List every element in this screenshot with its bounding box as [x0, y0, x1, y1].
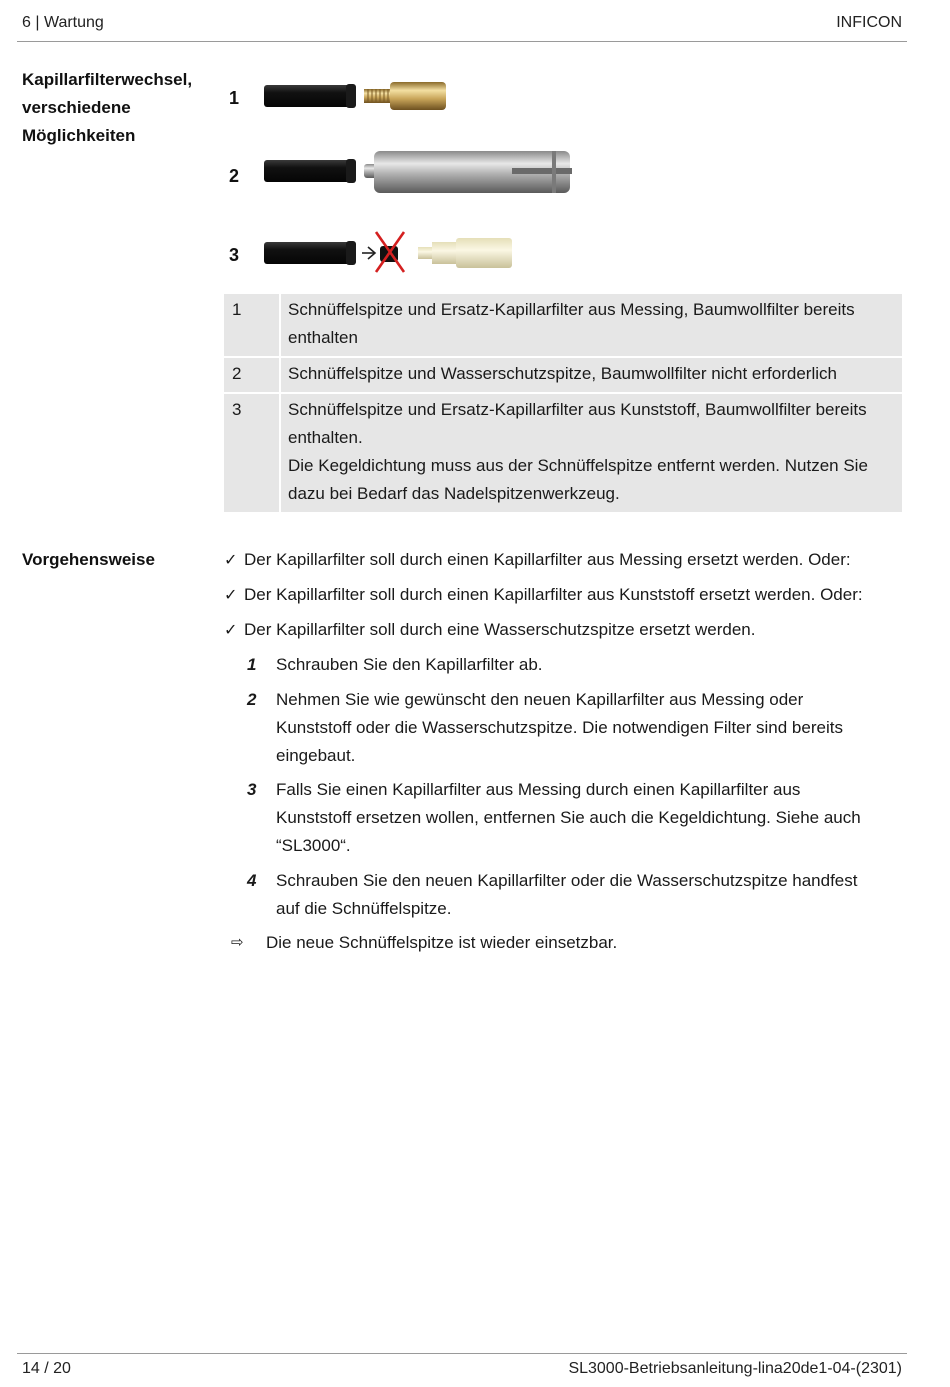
figure-number: 3 — [229, 245, 240, 265]
step-number: 4 — [247, 871, 257, 890]
header-rule — [17, 41, 907, 42]
step-text — [276, 776, 861, 860]
legend-text — [280, 357, 902, 393]
step-text — [276, 686, 843, 770]
prerequisite-item: Der Kapillarfilter soll durch einen Kapillarfilter aus Kunststoff ersetzt werden. Oder: — [244, 585, 863, 604]
section-title-line: verschiedene — [22, 98, 131, 117]
table-row — [224, 393, 902, 513]
plastic-capillary-filter-image — [262, 228, 522, 274]
step-line: Kunststoff oder die Wasserschutzspitze. Die notwendigen Filter sind bereits — [276, 718, 843, 737]
step-text — [276, 651, 543, 679]
legend-line: Die Kegeldichtung muss aus der Schnüffelspitze entfernt werden. Nutzen Sie — [288, 456, 868, 475]
brass-capillary-filter-image — [262, 78, 452, 118]
section-title-line: Möglichkeiten — [22, 126, 136, 145]
legend-line: Schnüffelspitze und Wasserschutzspitze, Baumwollfilter nicht erforderlich — [288, 364, 837, 383]
result-text: Die neue Schnüffelspitze ist wieder einsetzbar. — [266, 933, 618, 952]
step-line: “SL3000“. — [276, 836, 351, 855]
section-title-capillary-filter — [22, 66, 192, 150]
figure-legend-table — [224, 294, 902, 514]
step-number: 2 — [247, 690, 257, 709]
legend-number: 1 — [224, 294, 280, 357]
figure-number: 2 — [229, 166, 240, 186]
step-line: Nehmen Sie wie gewünscht den neuen Kapillarfilter aus Messing oder — [276, 690, 804, 709]
water-protection-tip-image — [262, 148, 572, 196]
legend-number: 2 — [224, 357, 280, 393]
page-number: 14 / 20 — [22, 1360, 71, 1377]
prerequisite-item: Der Kapillarfilter soll durch einen Kapillarfilter aus Messing ersetzt werden. Oder: — [244, 550, 851, 569]
legend-text — [280, 393, 902, 513]
step-line: Schrauben Sie den Kapillarfilter ab. — [276, 655, 543, 674]
section-title-procedure: Vorgehensweise — [22, 550, 155, 569]
step-line: eingebaut. — [276, 746, 356, 765]
brand-name: INFICON — [836, 14, 902, 31]
step-line: auf die Schnüffelspitze. — [276, 899, 452, 918]
legend-line: Schnüffelspitze und Ersatz-Kapillarfilter aus Kunststoff, Baumwollfilter bereits — [288, 400, 867, 419]
footer-rule — [17, 1353, 907, 1354]
checkmark-icon: ✓ — [224, 552, 238, 569]
step-text — [276, 867, 858, 923]
step-line: Kunststoff ersetzen wollen, entfernen Sie auch die Kegeldichtung. Siehe auch — [276, 808, 861, 827]
legend-line: enthalten — [288, 328, 358, 347]
section-title-line: Kapillarfilterwechsel, — [22, 70, 193, 89]
section-header: 6 | Wartung — [22, 14, 104, 31]
legend-number: 3 — [224, 393, 280, 513]
legend-line: enthalten. — [288, 428, 363, 447]
document-id: SL3000-Betriebsanleitung-lina20de1-04-(2301) — [568, 1360, 902, 1377]
prerequisite-item: Der Kapillarfilter soll durch eine Wasserschutzspitze ersetzt werden. — [244, 620, 756, 639]
result-arrow-icon: ⇨ — [231, 934, 244, 951]
step-line: Falls Sie einen Kapillarfilter aus Messing durch einen Kapillarfilter aus — [276, 780, 801, 799]
step-number: 3 — [247, 780, 257, 799]
table-row — [224, 357, 902, 393]
legend-line: dazu bei Bedarf das Nadelspitzenwerkzeug. — [288, 484, 620, 503]
checkmark-icon: ✓ — [224, 587, 238, 604]
arrow-right-icon — [362, 247, 375, 259]
figure-number: 1 — [229, 88, 240, 108]
step-line: Schrauben Sie den neuen Kapillarfilter oder die Wasserschutzspitze handfest — [276, 871, 858, 890]
checkmark-icon: ✓ — [224, 622, 238, 639]
table-row — [224, 294, 902, 357]
legend-text — [280, 294, 902, 357]
step-number: 1 — [247, 655, 257, 674]
legend-line: Schnüffelspitze und Ersatz-Kapillarfilter aus Messing, Baumwollfilter bereits — [288, 300, 855, 319]
